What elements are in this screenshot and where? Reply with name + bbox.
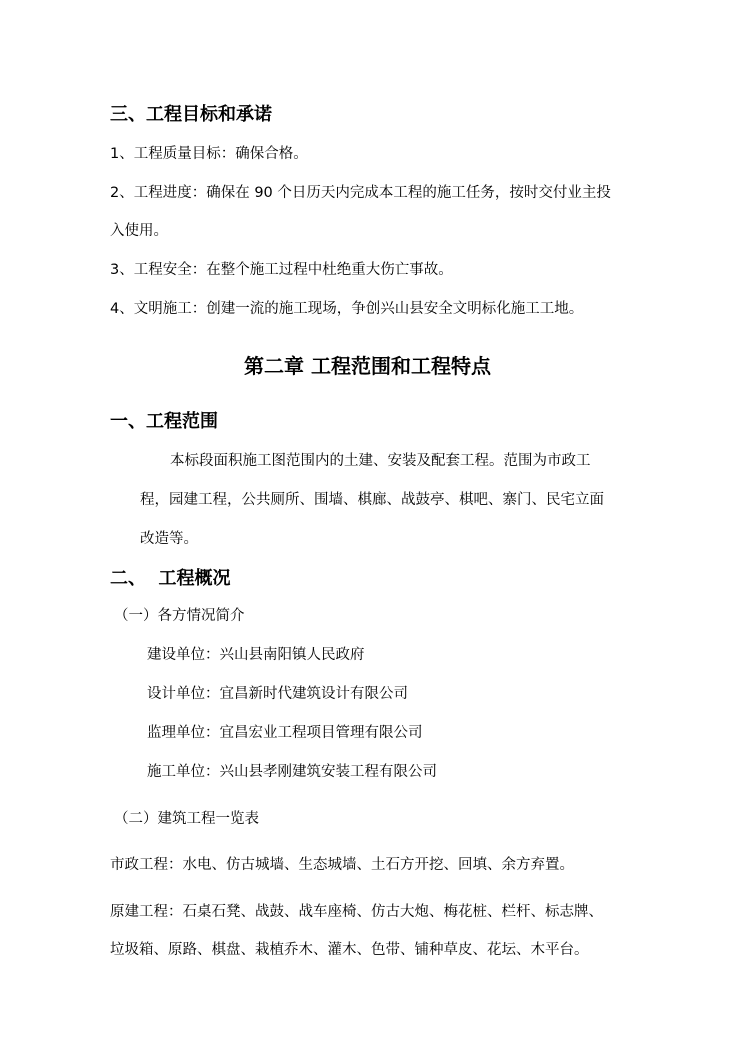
goal-schedule-cont: 入使用。 — [110, 223, 168, 239]
scope-line-1: 本标段面积施工图范围内的土建、安装及配套工程。范围为市政工 — [170, 453, 591, 469]
chapter-title: 第二章 工程范围和工程特点 — [244, 354, 491, 378]
goal-civilized-construction: 4、文明施工：创建一流的施工现场，争创兴山县安全文明标化施工工地。 — [110, 301, 584, 317]
section-heading-scope: 一、工程范围 — [110, 411, 218, 432]
party-contractor: 施工单位：兴山县孝刚建筑安装工程有限公司 — [147, 764, 437, 780]
works-original-cont: 垃圾箱、原路、棋盘、栽植乔木、灌木、色带、铺种草皮、花坛、木平台。 — [110, 942, 589, 958]
section-heading-goals: 三、工程目标和承诺 — [110, 104, 272, 125]
works-municipal: 市政工程：水电、仿古城墙、生态城墙、土石方开挖、回填、余方弃置。 — [110, 857, 574, 873]
party-owner: 建设单位：兴山县南阳镇人民政府 — [147, 647, 365, 663]
section-heading-overview: 二、 工程概况 — [110, 568, 231, 589]
goal-schedule: 2、工程进度：确保在 90 个日历天内完成本工程的施工任务，按时交付业主投 — [110, 185, 611, 201]
scope-line-3: 改造等。 — [140, 531, 198, 547]
party-designer: 设计单位：宜昌新时代建筑设计有限公司 — [147, 686, 408, 702]
subheading-parties: （一）各方情况简介 — [114, 608, 245, 624]
subheading-works-list: （二）建筑工程一览表 — [114, 811, 259, 827]
works-original: 原建工程：石桌石凳、战鼓、战车座椅、仿古大炮、梅花桩、栏杆、标志牌、 — [110, 904, 603, 920]
scope-line-2: 程，园建工程，公共厕所、围墙、棋廊、战鼓亭、棋吧、寨门、民宅立面 — [140, 492, 604, 508]
party-supervisor: 监理单位：宜昌宏业工程项目管理有限公司 — [147, 725, 423, 741]
goal-safety: 3、工程安全：在整个施工过程中杜绝重大伤亡事故。 — [110, 262, 453, 278]
goal-quality: 1、工程质量目标：确保合格。 — [110, 146, 308, 162]
